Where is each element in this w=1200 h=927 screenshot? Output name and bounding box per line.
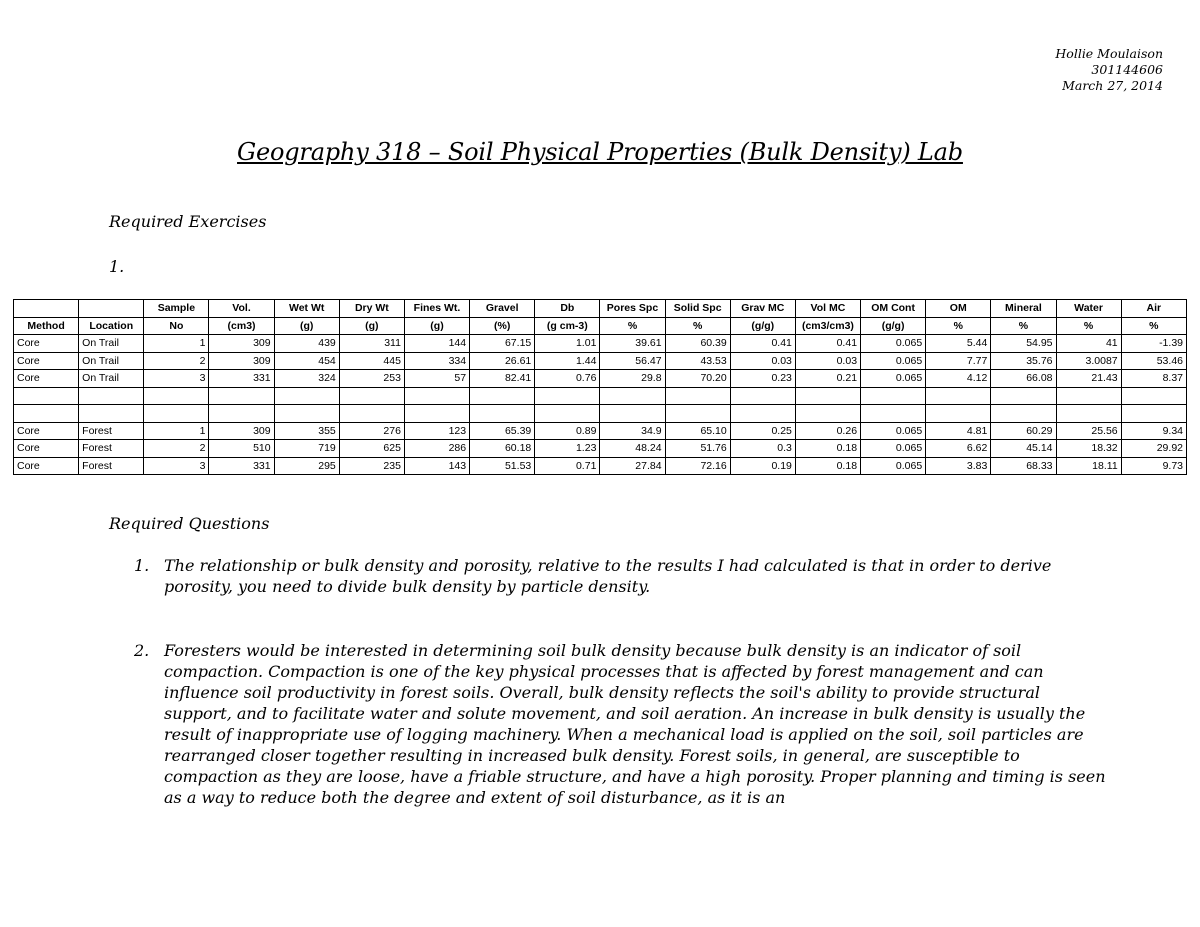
table-cell [535, 387, 600, 405]
table-row [14, 352, 1187, 370]
table-cell: 3.83 [926, 457, 991, 475]
table-cell: 276 [339, 422, 404, 440]
table-cell: Vol MC [795, 300, 860, 318]
table-cell: 43.53 [665, 352, 730, 370]
table-cell: 355 [274, 422, 339, 440]
table-cell [665, 405, 730, 423]
table-row [14, 370, 1187, 388]
table-cell: 4.81 [926, 422, 991, 440]
table-cell [470, 387, 535, 405]
table-cell: Gravel [470, 300, 535, 318]
table-cell: 34.9 [600, 422, 665, 440]
table-cell: 0.21 [795, 370, 860, 388]
table-cell: 18.11 [1056, 457, 1121, 475]
table-cell: 4.12 [926, 370, 991, 388]
table-cell: 9.73 [1121, 457, 1186, 475]
table-cell [991, 405, 1056, 423]
table-cell: 8.37 [1121, 370, 1186, 388]
table-cell [14, 405, 79, 423]
table-cell: 25.56 [1056, 422, 1121, 440]
table-cell: 143 [404, 457, 469, 475]
table-cell: Core [14, 422, 79, 440]
table-cell: 309 [209, 422, 274, 440]
table-cell [861, 387, 926, 405]
table-cell: Vol. [209, 300, 274, 318]
table-cell [665, 387, 730, 405]
table-cell: OM Cont [861, 300, 926, 318]
table-cell [339, 405, 404, 423]
table-cell [795, 405, 860, 423]
table-cell: (g) [339, 317, 404, 335]
table-cell: 3 [144, 370, 209, 388]
table-cell: 9.34 [1121, 422, 1186, 440]
table-cell: % [926, 317, 991, 335]
table-row [14, 440, 1187, 458]
table-cell: Mineral [991, 300, 1056, 318]
table-row [14, 335, 1187, 353]
table-cell: % [600, 317, 665, 335]
table-cell [79, 387, 144, 405]
question-text: Foresters would be interested in determining soil bulk density because bulk density is an indicator of soil compaction. Compaction is one of the key physical processes that is affected by forest management and can influence soil productivity in forest soils. Overall, bulk density reflects the soil's ability to provide structural support, and to facilitate water and solute movement, and soil aeration. An increase in bulk density is usually the result of inappropriate use of logging machinery. When a mechanical load is applied on the soil, soil particles are rearranged closer together resulting in increased bulk density. Forest soils, in general, are susceptible to compaction as they are loose, have a friable structure, and have a high porosity. Proper planning and timing is seen as a way to reduce both the degree and extent of soil disturbance, as it is an [164, 641, 1106, 807]
table-cell: On Trail [79, 335, 144, 353]
table-cell: 1 [144, 335, 209, 353]
table-cell: (g/g) [730, 317, 795, 335]
table-cell [209, 387, 274, 405]
student-id: 301144606 [1091, 62, 1163, 77]
table-cell: Location [79, 317, 144, 335]
table-cell: 53.46 [1121, 352, 1186, 370]
table-cell: 60.39 [665, 335, 730, 353]
table-cell: 56.47 [600, 352, 665, 370]
table-cell [600, 387, 665, 405]
table-cell: Sample [144, 300, 209, 318]
table-cell [600, 405, 665, 423]
table-cell: No [144, 317, 209, 335]
table-cell: 1.23 [535, 440, 600, 458]
question-item [109, 555, 1109, 597]
table-cell: 29.92 [1121, 440, 1186, 458]
table-cell: Forest [79, 457, 144, 475]
table-cell: 5.44 [926, 335, 991, 353]
table-cell: 0.065 [861, 370, 926, 388]
table-cell [274, 405, 339, 423]
table-cell: 3 [144, 457, 209, 475]
table-cell: 26.61 [470, 352, 535, 370]
table-cell [404, 405, 469, 423]
table-cell [14, 300, 79, 318]
table-cell [1121, 387, 1186, 405]
table-cell: 1.01 [535, 335, 600, 353]
table-cell: 66.08 [991, 370, 1056, 388]
table-cell [1121, 405, 1186, 423]
table-cell: Core [14, 370, 79, 388]
table-cell: 21.43 [1056, 370, 1121, 388]
table-empty-row [14, 405, 1187, 423]
table-cell: 72.16 [665, 457, 730, 475]
table-cell: 1 [144, 422, 209, 440]
questions-heading: Required Questions [109, 514, 270, 533]
table-cell: Core [14, 440, 79, 458]
exercise-number: 1. [109, 257, 125, 276]
table-cell: Forest [79, 422, 144, 440]
table-cell [1056, 405, 1121, 423]
table-cell: 0.065 [861, 422, 926, 440]
table-cell: 144 [404, 335, 469, 353]
table-cell: 54.95 [991, 335, 1056, 353]
table-cell [144, 387, 209, 405]
table-cell: 0.03 [795, 352, 860, 370]
table-cell: 0.03 [730, 352, 795, 370]
table-cell: 2 [144, 440, 209, 458]
table-cell [795, 387, 860, 405]
table-cell: 123 [404, 422, 469, 440]
table-cell [274, 387, 339, 405]
table-cell: 0.41 [730, 335, 795, 353]
table-cell: Water [1056, 300, 1121, 318]
table-cell: -1.39 [1121, 335, 1186, 353]
table-cell: 70.20 [665, 370, 730, 388]
table-cell: 6.62 [926, 440, 991, 458]
table-cell: Dry Wt [339, 300, 404, 318]
table-cell: 0.26 [795, 422, 860, 440]
table-cell: 0.065 [861, 335, 926, 353]
table-cell: 0.065 [861, 352, 926, 370]
table-cell: 324 [274, 370, 339, 388]
table-cell: 0.065 [861, 440, 926, 458]
table-cell: 0.18 [795, 457, 860, 475]
table-cell [79, 405, 144, 423]
author-header [1055, 46, 1163, 94]
table-cell [730, 387, 795, 405]
table-cell: 309 [209, 352, 274, 370]
table-cell: 625 [339, 440, 404, 458]
table-cell: 0.065 [861, 457, 926, 475]
table-cell: 235 [339, 457, 404, 475]
table-cell: Core [14, 457, 79, 475]
table-cell: 0.18 [795, 440, 860, 458]
table-cell: 51.53 [470, 457, 535, 475]
table-cell: Fines Wt. [404, 300, 469, 318]
question-item [109, 640, 1109, 808]
table-cell: Core [14, 335, 79, 353]
table-cell: Forest [79, 440, 144, 458]
table-cell: 82.41 [470, 370, 535, 388]
table-header-row [14, 317, 1187, 335]
table-cell: Method [14, 317, 79, 335]
table-cell [730, 405, 795, 423]
table-cell: Grav MC [730, 300, 795, 318]
table-cell: 0.23 [730, 370, 795, 388]
table-cell: 0.25 [730, 422, 795, 440]
table-cell [144, 405, 209, 423]
table-cell: 439 [274, 335, 339, 353]
table-cell: (g) [274, 317, 339, 335]
table-cell: 253 [339, 370, 404, 388]
table-cell: 7.77 [926, 352, 991, 370]
question-number: 2. [134, 641, 150, 660]
table-cell: 445 [339, 352, 404, 370]
table-cell: 286 [404, 440, 469, 458]
table-cell: Core [14, 352, 79, 370]
exercises-heading: Required Exercises [109, 212, 267, 231]
report-date: March 27, 2014 [1062, 78, 1163, 93]
table-cell: 51.76 [665, 440, 730, 458]
table-cell: 2 [144, 352, 209, 370]
table-cell: Pores Spc [600, 300, 665, 318]
table-cell: 309 [209, 335, 274, 353]
table-cell: 1.44 [535, 352, 600, 370]
table-cell: % [665, 317, 730, 335]
table-cell: % [991, 317, 1056, 335]
table-cell [861, 405, 926, 423]
table-cell [926, 387, 991, 405]
table-cell: 331 [209, 370, 274, 388]
table-cell: % [1056, 317, 1121, 335]
table-cell: 39.61 [600, 335, 665, 353]
table-cell: 0.76 [535, 370, 600, 388]
table-cell: Solid Spc [665, 300, 730, 318]
table-cell: 57 [404, 370, 469, 388]
table-cell: (g) [404, 317, 469, 335]
table-cell: 65.10 [665, 422, 730, 440]
table-cell: 27.84 [600, 457, 665, 475]
table-cell [470, 405, 535, 423]
table-cell: 331 [209, 457, 274, 475]
table-cell: 18.32 [1056, 440, 1121, 458]
table-cell: 0.41 [795, 335, 860, 353]
table-cell: 0.3 [730, 440, 795, 458]
table-cell [79, 300, 144, 318]
table-cell [339, 387, 404, 405]
questions-list [109, 555, 1109, 808]
table-cell: 65.39 [470, 422, 535, 440]
table-cell [404, 387, 469, 405]
table-cell: 3.0087 [1056, 352, 1121, 370]
table-cell: Db [535, 300, 600, 318]
table-cell: 334 [404, 352, 469, 370]
table-cell: 45.14 [991, 440, 1056, 458]
table-cell [209, 405, 274, 423]
table-row [14, 457, 1187, 475]
table-cell: 29.8 [600, 370, 665, 388]
table-cell: 454 [274, 352, 339, 370]
table-cell [14, 387, 79, 405]
table-cell [535, 405, 600, 423]
table-cell: 719 [274, 440, 339, 458]
table-cell [991, 387, 1056, 405]
table-cell: (cm3) [209, 317, 274, 335]
table-cell: 0.89 [535, 422, 600, 440]
table-empty-row [14, 387, 1187, 405]
table-cell: (g/g) [861, 317, 926, 335]
table-cell: 48.24 [600, 440, 665, 458]
soil-data-table [13, 299, 1187, 475]
table-cell: On Trail [79, 370, 144, 388]
question-text: The relationship or bulk density and porosity, relative to the results I had calculated is that in order to derive porosity, you need to divide bulk density by particle density. [164, 556, 1052, 596]
table-cell: (%) [470, 317, 535, 335]
question-number: 1. [134, 556, 150, 575]
table-cell: 35.76 [991, 352, 1056, 370]
table-cell: On Trail [79, 352, 144, 370]
page-title: Geography 318 – Soil Physical Properties (Bulk Density) Lab [237, 138, 963, 166]
table-cell: (cm3/cm3) [795, 317, 860, 335]
table-cell: 510 [209, 440, 274, 458]
table-cell [926, 405, 991, 423]
table-header-row [14, 300, 1187, 318]
table-cell: 295 [274, 457, 339, 475]
author-name: Hollie Moulaison [1055, 46, 1163, 61]
table-cell: 0.19 [730, 457, 795, 475]
table-cell: 0.71 [535, 457, 600, 475]
table-cell: 41 [1056, 335, 1121, 353]
table-cell: 311 [339, 335, 404, 353]
table-cell: 67.15 [470, 335, 535, 353]
table-cell: OM [926, 300, 991, 318]
table-cell: 68.33 [991, 457, 1056, 475]
table-cell: (g cm-3) [535, 317, 600, 335]
table-row [14, 422, 1187, 440]
table-cell: 60.29 [991, 422, 1056, 440]
table-cell: Wet Wt [274, 300, 339, 318]
table-cell: 60.18 [470, 440, 535, 458]
table-cell: Air [1121, 300, 1186, 318]
table-cell: % [1121, 317, 1186, 335]
table-cell [1056, 387, 1121, 405]
table-body [14, 300, 1187, 475]
